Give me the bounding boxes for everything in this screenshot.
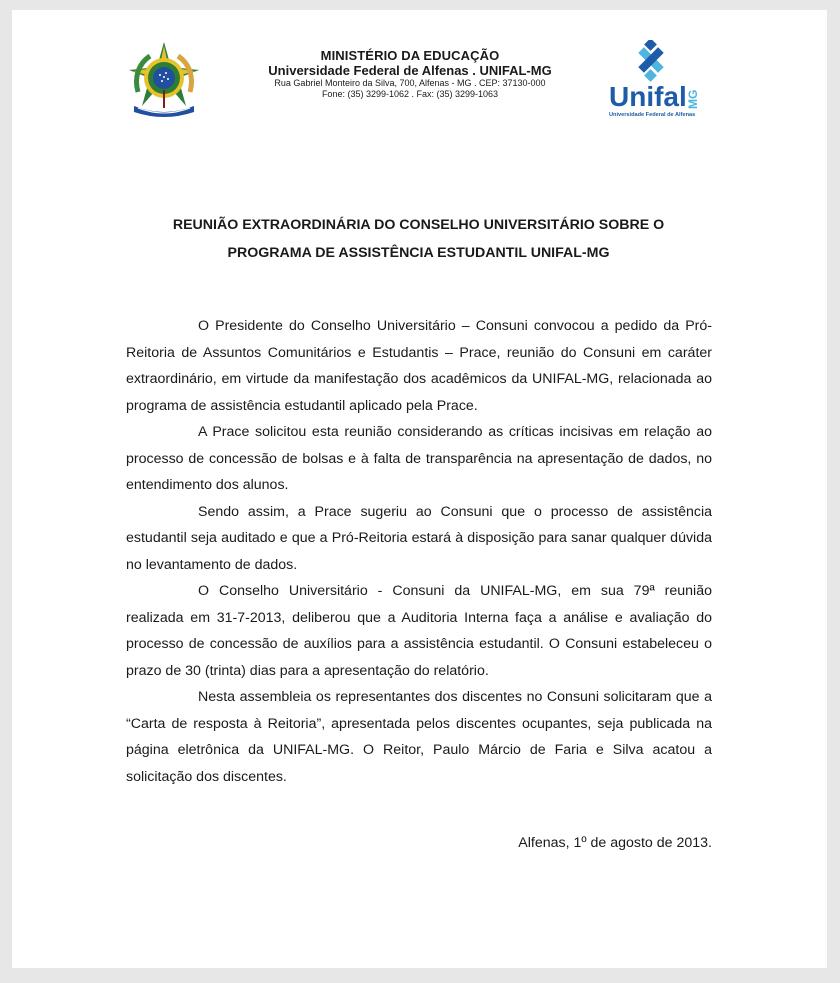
title-line-2: PROGRAMA DE ASSISTÊNCIA ESTUDANTIL UNIFAL-MG (227, 245, 610, 261)
logo-wordmark: Unifal (609, 81, 687, 112)
letterhead (12, 10, 827, 130)
ministry-name: MINISTÉRIO DA EDUCAÇÃO (320, 48, 500, 63)
logo-tagline: Universidade Federal de Alfenas (609, 112, 696, 118)
unifal-logo (607, 40, 707, 122)
address-line: Rua Gabriel Monteiro da Silva, 700, Alfenas - MG . CEP: 37130-000 (274, 78, 546, 88)
paragraph: O Presidente do Conselho Universitário – Consuni convocou a pedido da Pró-Reitoria de Assuntos Comunitários e Estudantis – Prace, reunião do Consuni em caráter extraordinário, em virtude da manifestação dos acadêmicos da UNIFAL-MG, relacionada ao programa de assistência estudantil aplicado pela Prace. (126, 318, 712, 414)
logo-state: MG (686, 89, 700, 109)
unifal-emblem-icon (638, 40, 663, 82)
paragraph: Nesta assembleia os representantes dos discentes no Consuni solicitaram que a “Carta de resposta à Reitoria”, apresentada pelos discentes ocupantes, seja publicada na página eletrônica da UNIFAL-MG. O Reitor, Paulo Márcio de Faria e Silva acatou a solicitação dos discentes. (126, 689, 712, 785)
paragraph: O Conselho Universitário - Consuni da UNIFAL-MG, em sua 79ª reunião realizada em 31-7-2013, deliberou que a Auditoria Interna faça a análise e avaliação do processo de concessão de auxílios para a assistência estudantil. O Consuni estabeleceu o prazo de 30 (trinta) dias para a apresentação do relatório. (126, 583, 712, 679)
brazil-coat-of-arms-icon (124, 40, 204, 120)
paragraph: Sendo assim, a Prace sugeriu ao Consuni que o processo de assistência estudantil seja auditado e que a Pró-Reitoria estará à disposição para sanar qualquer dúvida no levantamento de dados. (126, 503, 712, 573)
document-title (112, 211, 725, 267)
document-page (12, 10, 827, 968)
document-body (126, 313, 712, 790)
title-line-1: REUNIÃO EXTRAORDINÁRIA DO CONSELHO UNIVERSITÁRIO SOBRE O (172, 217, 665, 233)
date-line: Alfenas, 1º de agosto de 2013. (518, 835, 712, 851)
university-name: Universidade Federal de Alfenas . UNIFAL-MG (268, 63, 552, 78)
phone-line: Fone: (35) 3299-1062 . Fax: (35) 3299-1063 (321, 89, 499, 99)
letterhead-text (227, 48, 593, 100)
paragraph: A Prace solicitou esta reunião considerando as críticas incisivas em relação ao processo de concessão de bolsas e à falta de transparência na apresentação de dados, no entendimento dos alunos. (126, 424, 712, 493)
